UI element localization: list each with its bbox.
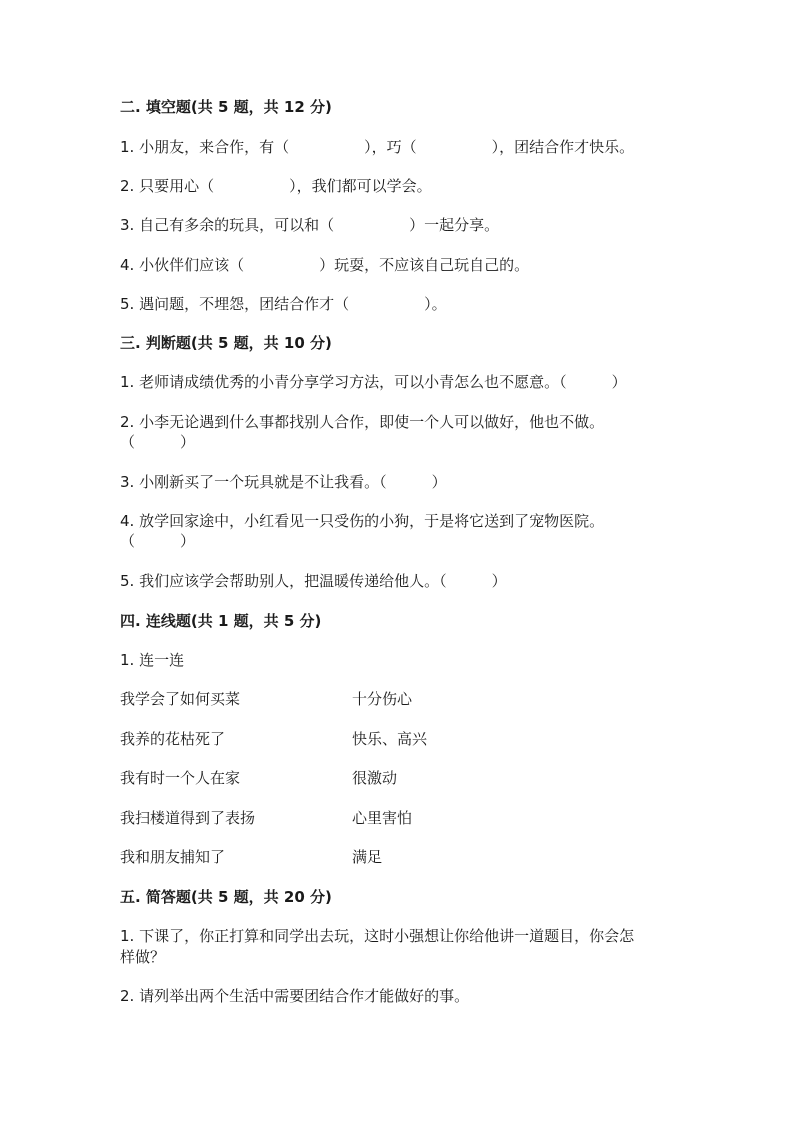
match-right-1: 十分伤心: [352, 690, 413, 708]
section-fill-heading: 二. 填空题(共 5 题，共 12 分): [120, 98, 332, 116]
fill-question-2: 2. 只要用心（ ），我们都可以学会。: [120, 177, 432, 195]
match-left-5: 我和朋友捕知了: [120, 848, 226, 866]
section-judge-heading: 三. 判断题(共 5 题，共 10 分): [120, 334, 332, 352]
match-left-3: 我有时一个人在家: [120, 769, 241, 787]
match-left-2: 我养的花枯死了: [120, 730, 226, 748]
fill-question-5: 5. 遇问题，不埋怨，团结合作才（ ）。: [120, 295, 447, 313]
section-match-heading: 四. 连线题(共 1 题，共 5 分): [120, 612, 322, 630]
match-left-4: 我扫楼道得到了表扬: [120, 809, 256, 827]
section-short-heading: 五. 简答题(共 5 题，共 20 分): [120, 888, 332, 906]
match-right-2: 快乐、高兴: [352, 730, 428, 748]
judge-question-4: 4. 放学回家途中，小红看见一只受伤的小狗，于是将它送到了宠物医院。: [120, 512, 605, 530]
short-question-2: 2. 请列举出两个生活中需要团结合作才能做好的事。: [120, 987, 470, 1005]
short-question-1-cont: 样做？: [120, 948, 166, 966]
judge-question-5: 5. 我们应该学会帮助别人，把温暖传递给他人。（ ）: [120, 572, 507, 590]
match-right-5: 满足: [352, 848, 383, 866]
short-question-1: 1. 下课了，你正打算和同学出去玩，这时小强想让你给他讲一道题目，你会怎: [120, 927, 635, 945]
judge-question-2-answer: （ ）: [120, 433, 196, 451]
judge-question-4-answer: （ ）: [120, 532, 196, 550]
judge-question-3: 3. 小刚新买了一个玩具就是不让我看。（ ）: [120, 473, 447, 491]
fill-question-3: 3. 自己有多余的玩具，可以和（ ）一起分享。: [120, 216, 500, 234]
match-right-4: 心里害怕: [352, 809, 413, 827]
match-right-3: 很激动: [352, 769, 398, 787]
match-prompt: 1. 连一连: [120, 651, 185, 669]
fill-question-4: 4. 小伙伴们应该（ ）玩耍，不应该自己玩自己的。: [120, 256, 530, 274]
match-left-1: 我学会了如何买菜: [120, 690, 241, 708]
fill-question-1: 1. 小朋友，来合作，有（ ），巧（ ），团结合作才快乐。: [120, 138, 635, 156]
judge-question-1: 1. 老师请成绩优秀的小青分享学习方法，可以小青怎么也不愿意。（ ）: [120, 373, 627, 391]
judge-question-2: 2. 小李无论遇到什么事都找别人合作，即使一个人可以做好，他也不做。: [120, 413, 605, 431]
